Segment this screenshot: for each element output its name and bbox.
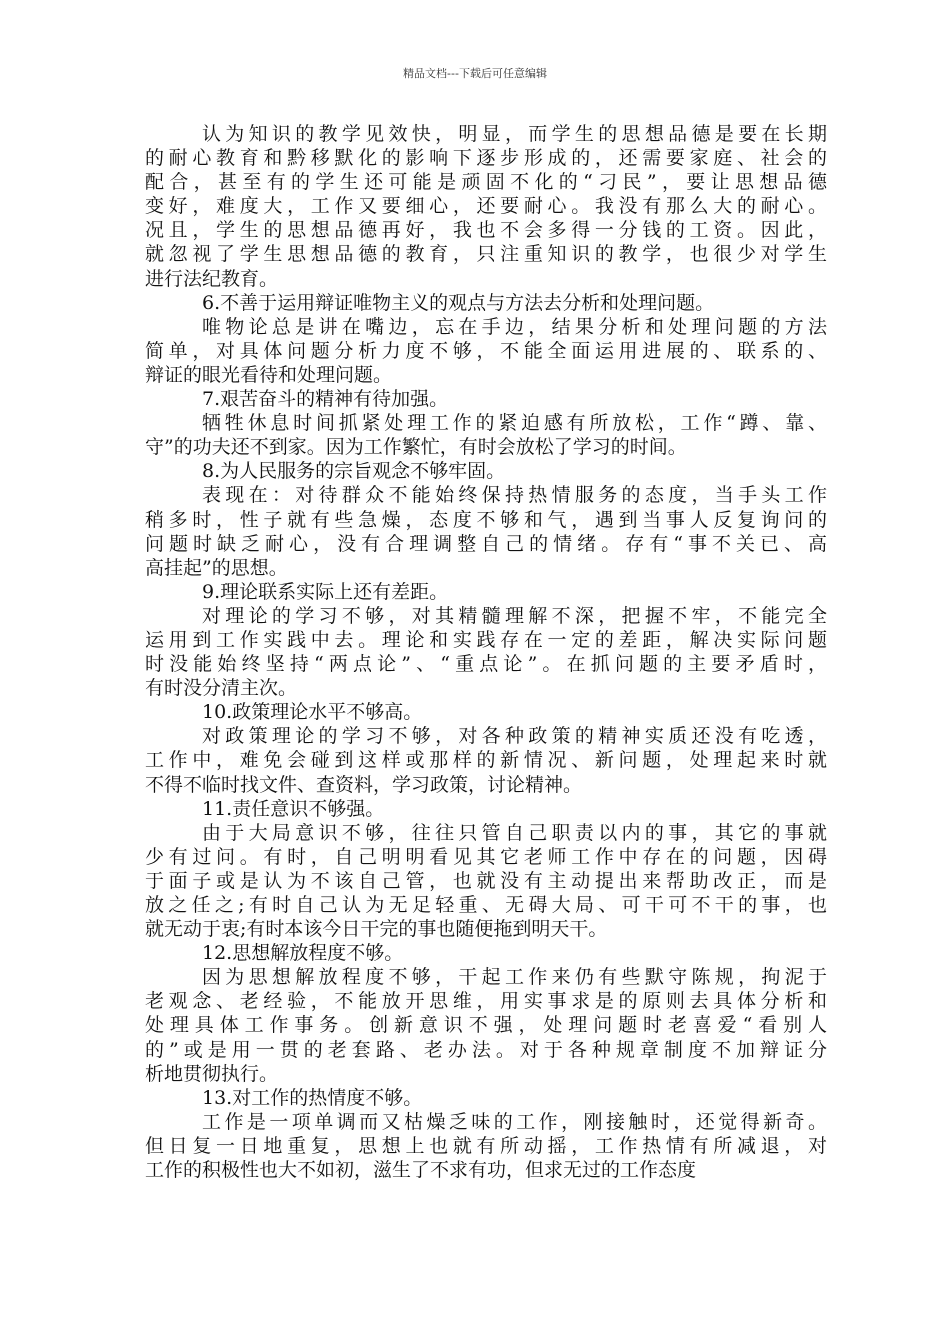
text-line: 配合，甚至有的学生还可能是顽固不化的“刁民”，要让思想品德 bbox=[145, 171, 827, 194]
text-line: 但日复一日地重复，思想上也就有所动摇，工作热情有所减退，对 bbox=[145, 1134, 827, 1157]
paragraph bbox=[145, 700, 827, 724]
paragraph bbox=[145, 122, 827, 291]
text-line: 运用到工作实践中去。理论和实践存在一定的差距，解决实际问题 bbox=[145, 628, 827, 651]
text-line: 变好，难度大，工作又要细心，还要耐心。我没有那么大的耐心。 bbox=[145, 195, 827, 218]
paragraph bbox=[145, 291, 827, 315]
paragraph bbox=[145, 604, 827, 700]
paragraph bbox=[145, 1110, 827, 1182]
text-line: 工作是一项单调而又枯燥乏味的工作，刚接触时，还觉得新奇。 bbox=[202, 1110, 827, 1133]
paragraph bbox=[145, 965, 827, 1085]
text-line: 进行法纪教育。 bbox=[145, 267, 279, 290]
paragraph bbox=[145, 315, 827, 387]
text-line: 守”的功夫还不到家。因为工作繁忙，有时会放松了学习的时间。 bbox=[145, 436, 687, 459]
text-line: 6.不善于运用辩证唯物主义的观点与方法去分析和处理问题。 bbox=[202, 291, 715, 314]
text-line: 由于大局意识不够，往往只管自己职责以内的事，其它的事就 bbox=[202, 821, 827, 844]
text-line: 11.责任意识不够强。 bbox=[202, 797, 385, 820]
text-line: 牺牲休息时间抓紧处理工作的紧迫感有所放松，工作“蹲、靠、 bbox=[202, 412, 827, 435]
text-line: 就无动于衷;有时本该今日干完的事也随便拖到明天干。 bbox=[145, 918, 608, 941]
text-line: 不得不临时找文件、查资料，学习政策，讨论精神。 bbox=[145, 773, 583, 796]
paragraph bbox=[145, 821, 827, 941]
paragraph bbox=[145, 483, 827, 579]
text-line: 9.理论联系实际上还有差距。 bbox=[202, 580, 449, 603]
text-line: 高挂起”的思想。 bbox=[145, 556, 288, 579]
text-line: 对政策理论的学习不够，对各种政策的精神实质还没有吃透， bbox=[202, 725, 827, 748]
text-line: 有时没分清主次。 bbox=[145, 677, 298, 700]
text-line: 7.艰苦奋斗的精神有待加强。 bbox=[202, 388, 449, 411]
text-line: 处理具体工作事务。创新意识不强，处理问题时老喜爱“看别人 bbox=[145, 1014, 827, 1037]
text-line: 析地贯彻执行。 bbox=[145, 1062, 279, 1085]
paragraph bbox=[145, 387, 827, 411]
text-line: 因为思想解放程度不够，干起工作来仍有些默守陈规，拘泥于 bbox=[202, 966, 827, 989]
paragraph bbox=[145, 941, 827, 965]
text-line: 时没能始终坚持“两点论”、“重点论”。在抓问题的主要矛盾时， bbox=[145, 653, 827, 676]
paragraph bbox=[145, 1086, 827, 1110]
text-line: 工作中，难免会碰到这样或那样的新情况、新问题，处理起来时就 bbox=[145, 749, 827, 772]
document-body bbox=[145, 122, 827, 1182]
text-line: 的”或是用一贯的老套路、老办法。对于各种规章制度不加辩证分 bbox=[145, 1038, 827, 1061]
text-line: 工作的积极性也大不如初，滋生了不求有功，但求无过的工作态度 bbox=[145, 1159, 697, 1182]
text-line: 老观念、老经验，不能放开思维，用实事求是的原则去具体分析和 bbox=[145, 990, 827, 1013]
paragraph bbox=[145, 797, 827, 821]
text-line: 12.思想解放程度不够。 bbox=[202, 942, 404, 965]
text-line: 况且，学生的思想品德再好，我也不会多得一分钱的工资。因此， bbox=[145, 219, 827, 242]
text-line: 表现在：对待群众不能始终保持热情服务的态度，当手头工作 bbox=[202, 484, 827, 507]
text-line: 唯物论总是讲在嘴边，忘在手边，结果分析和处理问题的方法 bbox=[202, 315, 827, 338]
paragraph bbox=[145, 411, 827, 459]
text-line: 的耐心教育和黔移默化的影响下逐步形成的，还需要家庭、社会的 bbox=[145, 147, 827, 170]
text-line: 简单，对具体问题分析力度不够，不能全面运用进展的、联系的、 bbox=[145, 339, 827, 362]
text-line: 对理论的学习不够，对其精髓理解不深，把握不牢，不能完全 bbox=[202, 604, 827, 627]
paragraph bbox=[145, 580, 827, 604]
page-header: 精品文档---下载后可任意编辑 bbox=[403, 67, 547, 80]
text-line: 就忽视了学生思想品德的教育，只注重知识的教学，也很少对学生 bbox=[145, 243, 827, 266]
text-line: 8.为人民服务的宗旨观念不够牢固。 bbox=[202, 460, 506, 483]
text-line: 13.对工作的热情度不够。 bbox=[202, 1086, 423, 1109]
text-line: 放之任之;有时自己认为无足轻重、无碍大局、可干可不干的事，也 bbox=[145, 894, 827, 916]
text-line: 于面子或是认为不该自己管，也就没有主动提出来帮助改正，而是 bbox=[145, 869, 827, 892]
text-line: 辩证的眼光看待和处理问题。 bbox=[145, 363, 393, 386]
text-line: 问题时缺乏耐心，没有合理调整自己的情绪。存有“事不关已、高 bbox=[145, 532, 827, 555]
paragraph bbox=[145, 459, 827, 483]
text-line: 认为知识的教学见效快，明显，而学生的思想品德是要在长期 bbox=[202, 123, 827, 145]
text-line: 10.政策理论水平不够高。 bbox=[202, 701, 423, 724]
paragraph bbox=[145, 724, 827, 796]
text-line: 稍多时，性子就有些急燥，态度不够和气，遇到当事人反复询问的 bbox=[145, 508, 827, 531]
text-line: 少有过问。有时，自己明明看见其它老师工作中存在的问题，因碍 bbox=[145, 845, 827, 868]
